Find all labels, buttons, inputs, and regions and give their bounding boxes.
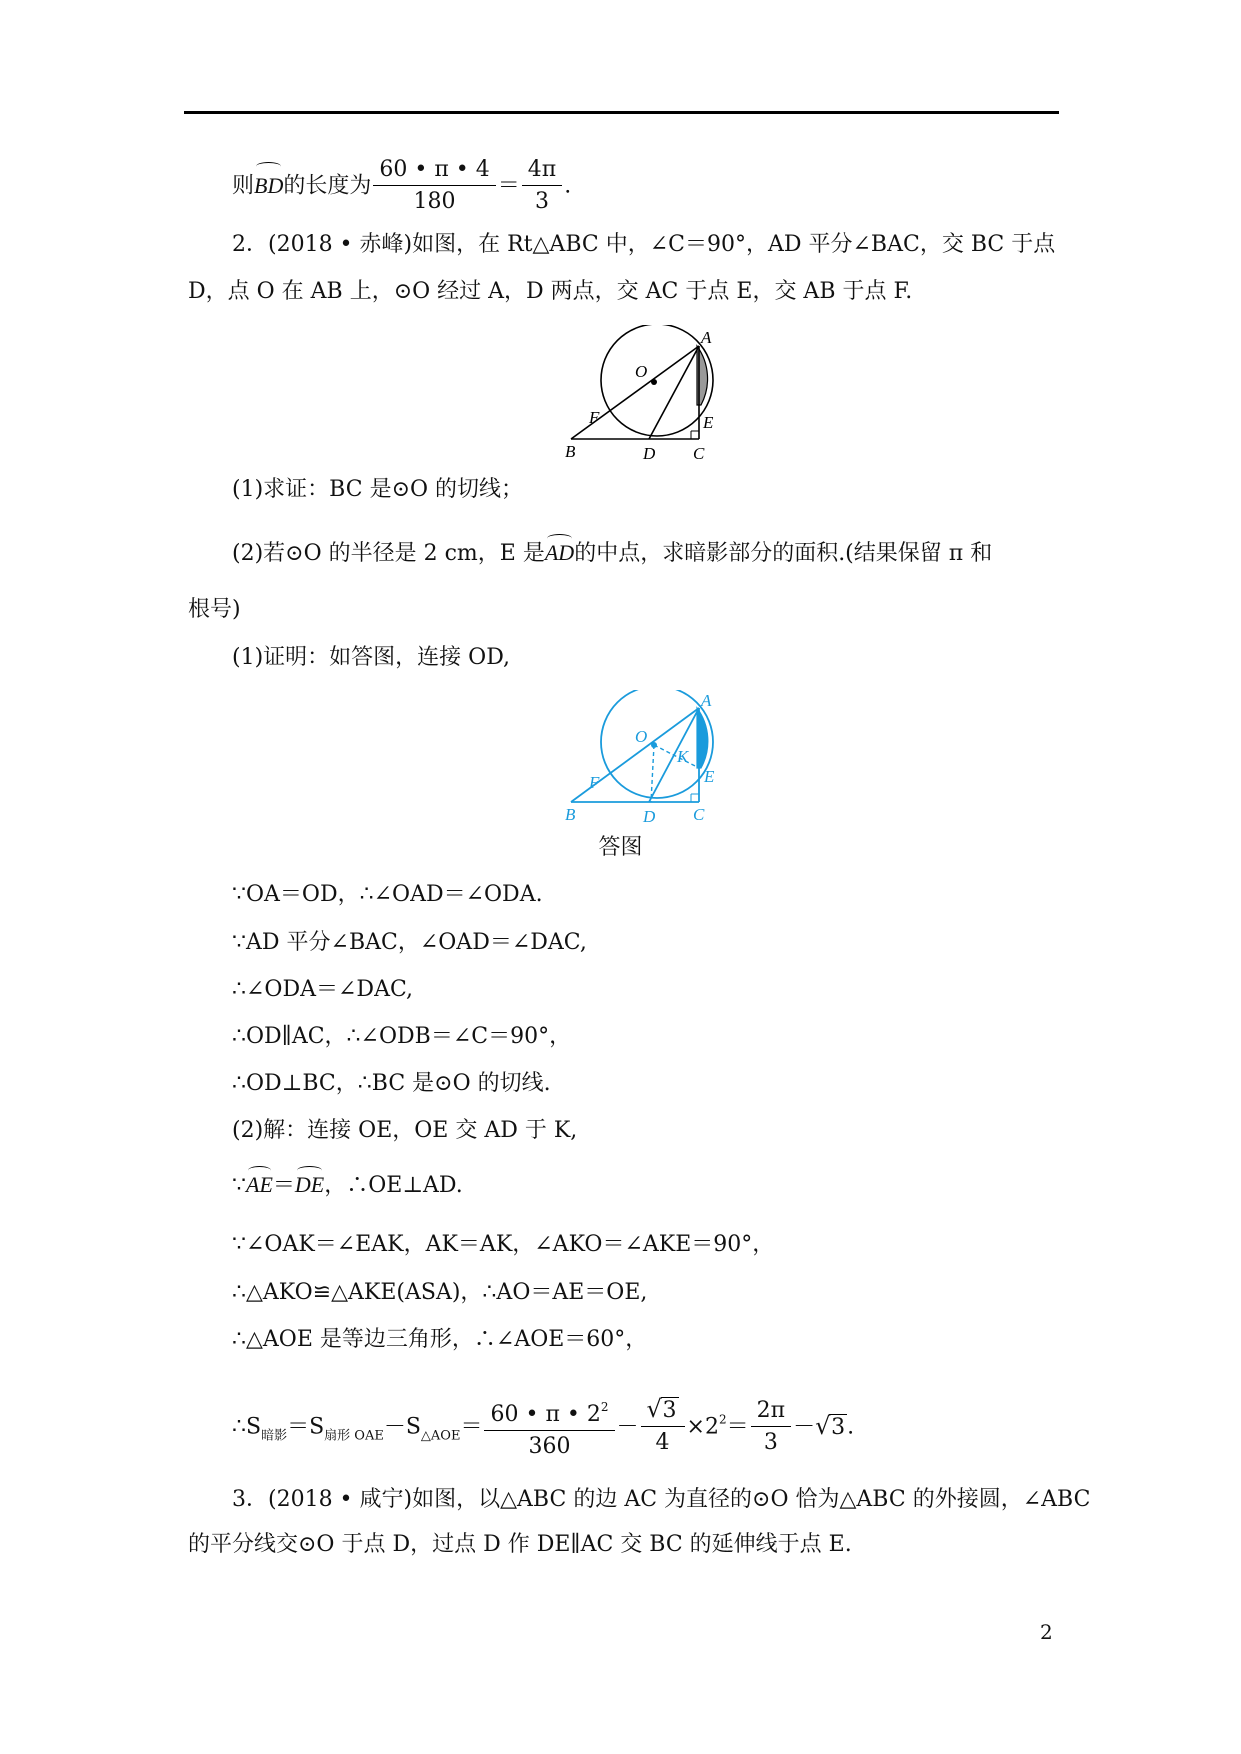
problem3-line1: 3．(2018 • 咸宁)如图，以△ABC 的边 AC 为直径的⊙O 恰为△ABC 的外接圆，∠ABC (232, 1487, 1091, 1512)
question-1: (1)求证：BC 是⊙O 的切线； (232, 477, 524, 502)
fraction-result: $\frac{4\pi}{3}$ (522, 155, 562, 218)
proof-line-5: ∴OD⊥BC，∴BC 是⊙O 的切线. (232, 1071, 551, 1096)
proof-line-1: ∵OA＝OD，∴∠OAD＝∠ODA. (232, 882, 543, 907)
label-f-2: F (589, 773, 600, 792)
figure-1 (565, 325, 745, 465)
question-2: (2)若⊙O 的半径是 2 cm，E 是AD的中点，求暗影部分的面积.(结果保留 π 和 (232, 540, 993, 566)
proof-line-2: ∵AD 平分∠BAC，∠OAD＝∠DAC, (232, 930, 587, 955)
label-a-2: A (701, 691, 712, 710)
question-2-cont: 根号) (188, 597, 241, 622)
fraction-arc-length: $\frac{60 • \pi • 4}{180}$ (373, 155, 495, 218)
arc-ae: AE (246, 1170, 273, 1200)
proof-line-9: ∴△AKO≌△AKE(ASA)，∴AO＝AE＝OE, (232, 1280, 648, 1305)
label-d: D (643, 444, 656, 463)
label-o: O (635, 362, 648, 381)
proof-intro: (1)证明：如答图，连接 OD, (232, 645, 511, 670)
proof-line-4: ∴OD∥AC，∴∠ODB＝∠C＝90°， (232, 1024, 572, 1049)
circle-o (601, 325, 713, 436)
label-k-2: K (677, 747, 689, 766)
label-c-2: C (693, 805, 705, 824)
label-o-2: O (635, 727, 648, 746)
label-b-2: B (565, 805, 576, 824)
figure-caption: 答图 (598, 835, 643, 860)
label-f: F (589, 408, 600, 427)
proof-line-3: ∴∠ODA＝∠DAC, (232, 977, 413, 1002)
label-b: B (565, 442, 576, 461)
proof-line-7: ∵AE＝DE，∴OE⊥AD. (232, 1172, 463, 1198)
label-d-2: D (643, 807, 656, 825)
proof-line-10: ∴△AOE 是等边三角形，∴∠AOE＝60°， (232, 1327, 648, 1352)
fraction-triangle: √ $\frac{3}{4}$ (641, 1396, 685, 1459)
problem3-line2: 的平分线交⊙O 于点 D，过点 D 作 DE∥AC 交 BC 的延伸线于点 E. (188, 1532, 852, 1557)
fraction-sector: $\frac{60 • \pi • 2^2}{360}$ (484, 1392, 614, 1463)
arc-ad: AD (545, 538, 574, 568)
arc-bd: BD (254, 166, 283, 206)
fraction-answer: $\frac{2\pi}{3}$ (751, 1396, 791, 1459)
header-rule (184, 111, 1059, 114)
problem2-line2: D，点 O 在 AB 上，⊙O 经过 A，D 两点，交 AC 于点 E，交 AB 于点 F. (188, 279, 913, 304)
label-e: E (703, 413, 714, 432)
proof-line-6: (2)解：连接 OE，OE 交 AD 于 K, (232, 1118, 578, 1143)
figure-2 (565, 690, 745, 825)
arc-de: DE (295, 1170, 324, 1200)
problem2-line1: 2．(2018 • 赤峰)如图，在 Rt△ABC 中，∠C＝90°，AD 平分∠BAC，交 BC 于点 (232, 232, 1056, 257)
label-a: A (701, 328, 712, 347)
area-formula: $\therefore S_{暗影}=S_{扇形 OAE}-S_{\triangle AOE}=$ $\frac{60 • \pi • 2^2}{360}$ － √ $\frac{3}{4}$ $\times 2^2=$ $\frac{2\pi}{3}$ －√ 3. (232, 1392, 854, 1463)
label-c: C (693, 444, 705, 463)
arc-length-line: 则BD的长度为 $\frac{60 • \pi • 4}{180}$ ＝ $\frac{4\pi}{3}$ . (232, 155, 571, 218)
label-e-2: E (704, 767, 715, 786)
page-number: 2 (1040, 1620, 1053, 1644)
proof-line-8: ∵∠OAK＝∠EAK，AK＝AK，∠AKO＝∠AKE＝90°， (232, 1232, 775, 1257)
